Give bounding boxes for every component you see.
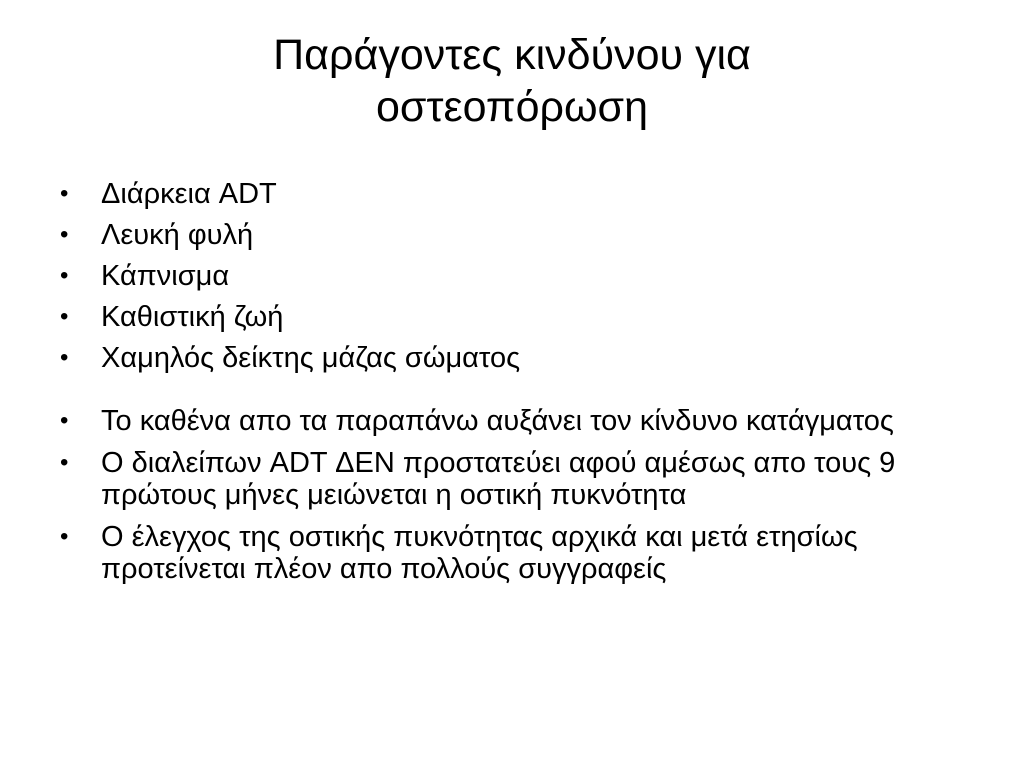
bullet-item-bone-density-check — [58, 521, 978, 585]
bullet-item-sedentary-life — [58, 301, 978, 333]
bullet-text: Διάρκεια ADT — [101, 178, 277, 210]
slide-title — [60, 30, 964, 133]
bullet-text: Ο διαλείπων ADT ΔΕΝ προστατεύει αφού αμέσως απο τους 9 πρώτους μήνες μειώνεται η οστική πυκνότητα — [101, 447, 896, 511]
bullet-text: Λευκή φυλή — [101, 219, 254, 251]
bullet-list — [58, 178, 978, 595]
bullet-text: Το καθένα απο τα παραπάνω αυξάνει τον κίνδυνο κατάγματος — [101, 405, 894, 437]
bullet-dot-icon: • — [60, 262, 69, 289]
bullet-text: Καθιστική ζωή — [101, 301, 284, 333]
bullet-item-smoking — [58, 260, 978, 292]
bullet-item-fracture-risk — [58, 405, 978, 437]
slide-title-line-1: Παράγοντες κινδύνου για — [273, 31, 751, 79]
bullet-text: Κάπνισμα — [101, 260, 230, 292]
bullet-dot-icon: • — [60, 449, 69, 476]
bullet-dot-icon: • — [60, 180, 69, 207]
bullet-dot-icon: • — [60, 303, 69, 330]
slide-title-line-2: οστεοπόρωση — [376, 82, 648, 131]
bullet-dot-icon: • — [60, 344, 69, 371]
bullet-dot-icon: • — [60, 523, 69, 550]
bullet-dot-icon: • — [60, 407, 69, 434]
bullet-dot-icon: • — [60, 221, 69, 248]
bullet-text: Ο έλεγχος της οστικής πυκνότητας αρχικά και μετά ετησίως προτείνεται πλέον απο πολλούς συγγραφείς — [101, 521, 858, 585]
bullet-item-white-race — [58, 219, 978, 251]
bullet-item-adt-duration — [58, 178, 978, 210]
bullet-item-low-bmi — [58, 342, 978, 374]
bullet-item-intermittent-adt — [58, 447, 978, 511]
bullet-text: Χαμηλός δείκτης μάζας σώματος — [101, 342, 521, 374]
